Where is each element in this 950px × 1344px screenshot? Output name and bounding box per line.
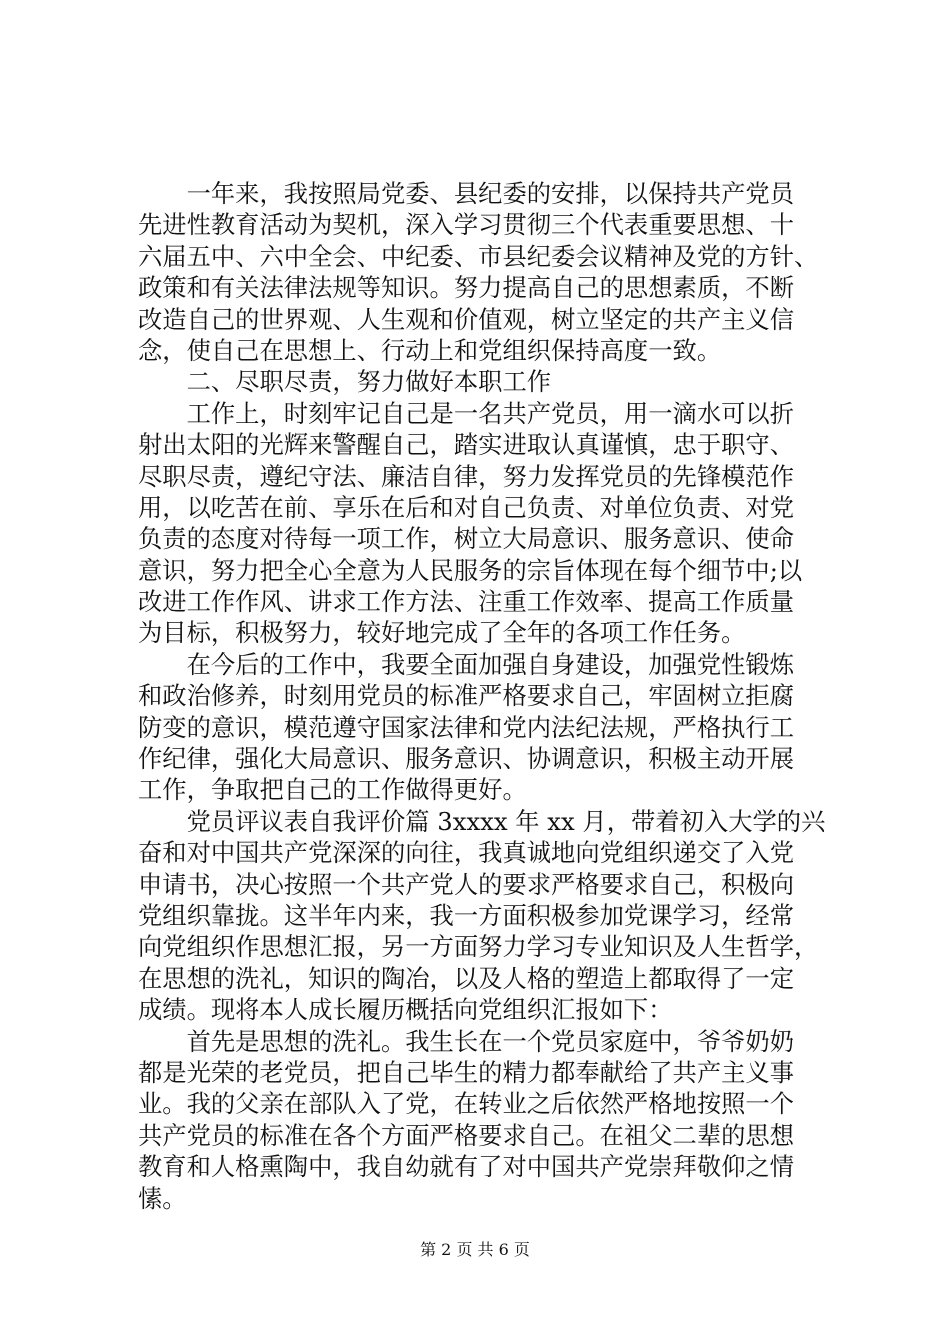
text-line: 改造自己的世界观、人生观和价值观，树立坚定的共产主义信 — [138, 304, 795, 334]
text-line: 教育和人格熏陶中，我自幼就有了对中国共产党崇拜敬仰之情 — [138, 1152, 795, 1182]
text-line: 改进工作作风、讲求工作方法、注重工作效率、提高工作质量 — [138, 587, 795, 617]
text-line: 愫。 — [138, 1183, 187, 1213]
document-body — [138, 178, 838, 1214]
text-line: 政策和有关法律法规等知识。努力提高自己的思想素质，不断 — [138, 273, 795, 303]
text-line: 业。我的父亲在部队入了党，在转业之后依然严格地按照一个 — [138, 1089, 795, 1119]
text-line: 奋和对中国共产党深深的向往，我真诚地向党组织递交了入党 — [138, 838, 795, 868]
text-line: 为目标，积极努力，较好地完成了全年的各项工作任务。 — [138, 618, 746, 648]
text-line: 工作上，时刻牢记自己是一名共产党员，用一滴水可以折 — [138, 398, 795, 428]
text-line: 作纪律，强化大局意识、服务意识、协调意识，积极主动开展 — [138, 744, 795, 774]
text-line: 在思想的洗礼，知识的陶冶，以及人格的塑造上都取得了一定 — [138, 963, 795, 993]
text-line: 负责的态度对待每一项工作，树立大局意识、服务意识、使命 — [138, 524, 795, 554]
text-line: 射出太阳的光辉来警醒自己，踏实进取认真谨慎，忠于职守、 — [138, 430, 795, 460]
text-line: 党组织靠拢。这半年内来，我一方面积极参加党课学习，经常 — [138, 900, 795, 930]
text-line: 先进性教育活动为契机，深入学习贯彻三个代表重要思想、十 — [138, 210, 795, 240]
text-line: 意识，努力把全心全意为人民服务的宗旨体现在每个细节中;以 — [138, 555, 803, 585]
text-line: 成绩。现将本人成长履历概括向党组织汇报如下： — [138, 995, 673, 1025]
page-number-footer: 第 2 页 共 6 页 — [420, 1240, 530, 1259]
text-line: 尽职尽责，遵纪守法、廉洁自律，努力发挥党员的先锋模范作 — [138, 461, 795, 491]
text-line: 在今后的工作中，我要全面加强自身建设，加强党性锻炼 — [138, 649, 795, 679]
text-line: 一年来，我按照局党委、县纪委的安排，以保持共产党员 — [138, 179, 795, 208]
text-line: 用，以吃苦在前、享乐在后和对自己负责、对单位负责、对党 — [138, 492, 795, 522]
text-line: 首先是思想的洗礼。我生长在一个党员家庭中，爷爷奶奶 — [138, 1026, 795, 1056]
text-line: 党员评议表自我评价篇 3xxxx 年 xx 月，带着初入大学的兴 — [138, 806, 826, 836]
text-line: 申请书，决心按照一个共产党人的要求严格要求自己，积极向 — [138, 869, 795, 899]
text-line: 向党组织作思想汇报，另一方面努力学习专业知识及人生哲学， — [138, 932, 819, 962]
text-line: 六届五中、六中全会、中纪委、市县纪委会议精神及党的方针、 — [138, 241, 819, 271]
text-line: 都是光荣的老党员，把自己毕生的精力都奉献给了共产主义事 — [138, 1057, 795, 1087]
text-line: 工作，争取把自己的工作做得更好。 — [138, 775, 527, 805]
text-line: 和政治修养，时刻用党员的标准严格要求自己，牢固树立拒腐 — [138, 681, 795, 711]
section-heading: 二、尽职尽责，努力做好本职工作 — [138, 367, 552, 397]
text-line: 防变的意识，模范遵守国家法律和党内法纪法规，严格执行工 — [138, 712, 795, 742]
text-line: 共产党员的标准在各个方面严格要求自己。在祖父二辈的思想 — [138, 1120, 795, 1150]
text-line: 念，使自己在思想上、行动上和党组织保持高度一致。 — [138, 335, 722, 365]
